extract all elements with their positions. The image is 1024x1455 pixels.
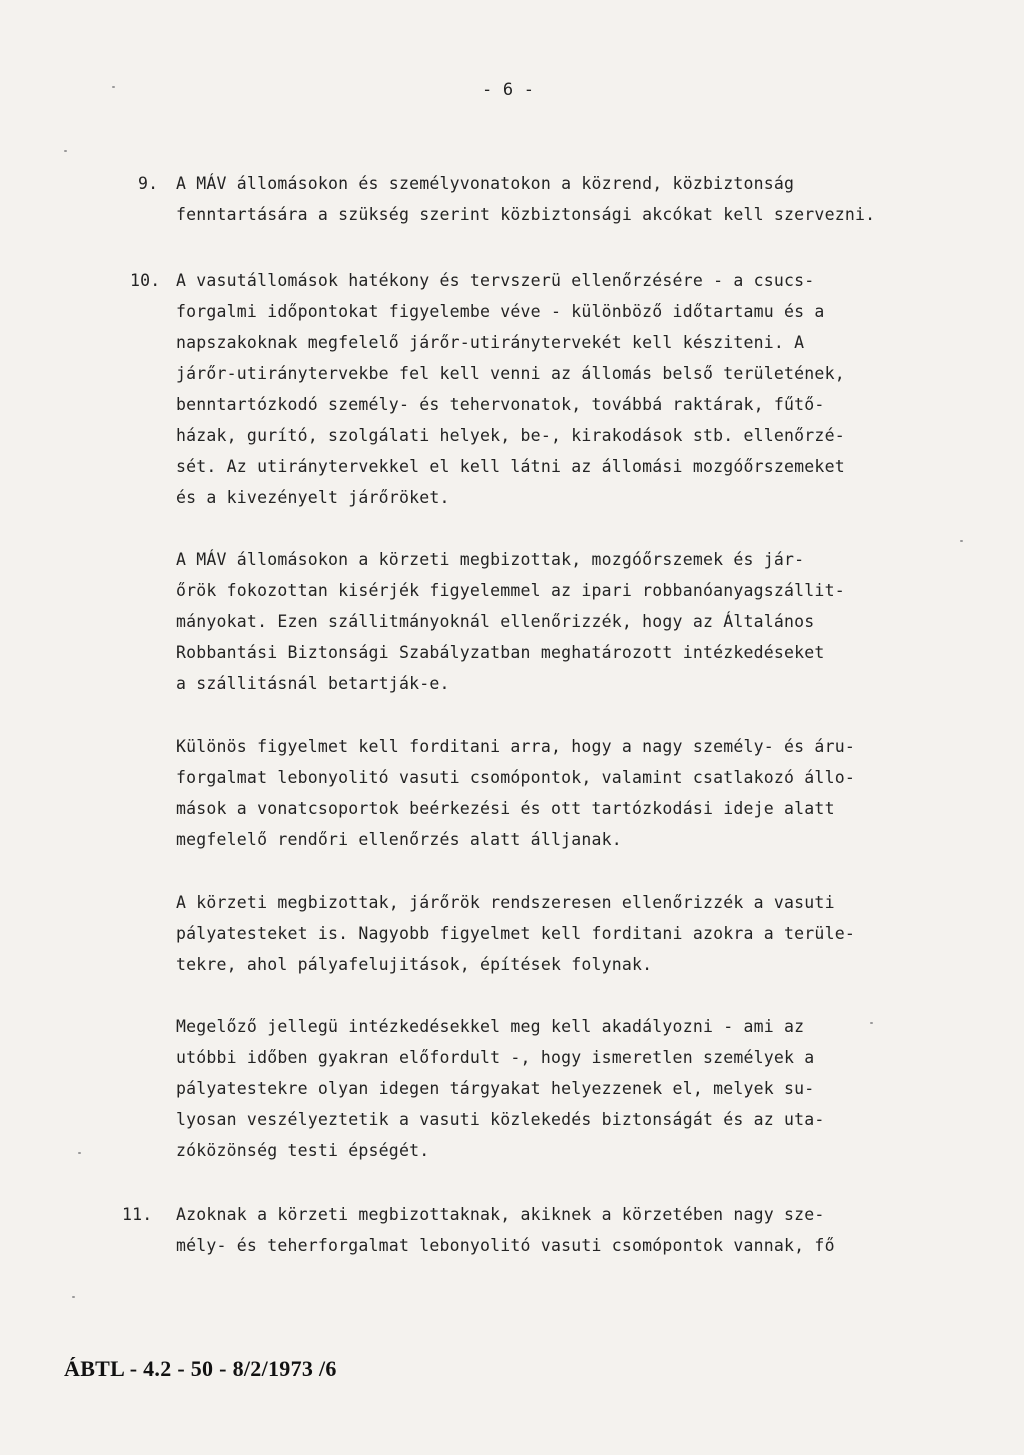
text-line: tekre, ahol pályafelujitások, építések folynak. — [176, 955, 653, 974]
text-line: Megelőző jellegü intézkedésekkel meg kell akadályozni - ami az — [176, 1017, 805, 1036]
text-line: zóközönség testi épségét. — [176, 1141, 430, 1160]
text-line: lyosan veszélyeztetik a vasuti közlekedés biztonságát és az uta- — [176, 1110, 825, 1129]
text-line: őrök fokozottan kisérjék figyelemmel az ipari robbanóanyagszállit- — [176, 581, 845, 600]
text-line: Azoknak a körzeti megbizottaknak, akiknek a körzetében nagy sze- — [176, 1205, 825, 1224]
text-line: utóbbi időben gyakran előfordult -, hogy ismeretlen személyek a — [176, 1048, 815, 1067]
text-line: A vasutállomások hatékony és tervszerü ellenőrzésére - a csucs- — [176, 271, 815, 290]
item-number-9: 9. — [138, 174, 159, 193]
text-line: és a kivezényelt járőröket. — [176, 488, 450, 507]
archive-reference: ÁBTL - 4.2 - 50 - 8/2/1973 /6 — [64, 1356, 337, 1381]
text-line: Robbantási Biztonsági Szabályzatban meghatározott intézkedéseket — [176, 643, 825, 662]
item-number-10: 10. — [130, 271, 161, 290]
text-line: A MÁV állomásokon és személyvonatokon a közrend, közbiztonság — [176, 174, 795, 193]
text-line: forgalmi időpontokat figyelembe véve - különböző időtartamu és a — [176, 302, 825, 321]
text-line: A körzeti megbizottak, járőrök rendszeresen ellenőrizzék a vasuti — [176, 893, 835, 912]
scan-speck — [72, 1296, 75, 1298]
text-line: járőr-utiránytervekbe fel kell venni az állomás belső területének, — [176, 364, 845, 383]
scan-speck — [870, 1022, 873, 1024]
scan-speck — [78, 1152, 81, 1154]
page-number: - 6 - — [482, 80, 535, 100]
text-line: pályatestekre olyan idegen tárgyakat helyezzenek el, melyek su- — [176, 1079, 815, 1098]
text-line: Különös figyelmet kell forditani arra, hogy a nagy személy- és áru- — [176, 737, 855, 756]
text-line: fenntartására a szükség szerint közbiztonsági akcókat kell szervezni. — [176, 205, 876, 224]
text-line: megfelelő rendőri ellenőrzés alatt álljanak. — [176, 830, 622, 849]
text-line: mányokat. Ezen szállitmányoknál ellenőrizzék, hogy az Általános — [176, 612, 815, 631]
text-line: sét. Az utiránytervekkel el kell látni az állomási mozgóőrszemeket — [176, 457, 845, 476]
text-line: A MÁV állomásokon a körzeti megbizottak, mozgóőrszemek és jár- — [176, 550, 805, 569]
scan-speck — [960, 540, 963, 542]
text-line: benntartózkodó személy- és tehervonatok, továbbá raktárak, fűtő- — [176, 395, 825, 414]
text-line: forgalmat lebonyolitó vasuti csomópontok, valamint csatlakozó állo- — [176, 768, 855, 787]
item-number-11: 11. — [122, 1205, 153, 1224]
scan-speck — [64, 150, 67, 152]
text-line: mások a vonatcsoportok beérkezési és ott tartózkodási ideje alatt — [176, 799, 835, 818]
text-line: a szállitásnál betartják-e. — [176, 674, 450, 693]
text-line: pályatesteket is. Nagyobb figyelmet kell forditani azokra a terüle- — [176, 924, 855, 943]
scan-speck — [112, 86, 115, 88]
text-line: mély- és teherforgalmat lebonyolitó vasuti csomópontok vannak, fő — [176, 1236, 835, 1255]
text-line: napszakoknak megfelelő járőr-utiránytervekét kell késziteni. A — [176, 333, 805, 352]
text-line: házak, gurító, szolgálati helyek, be-, kirakodások stb. ellenőrzé- — [176, 426, 845, 445]
